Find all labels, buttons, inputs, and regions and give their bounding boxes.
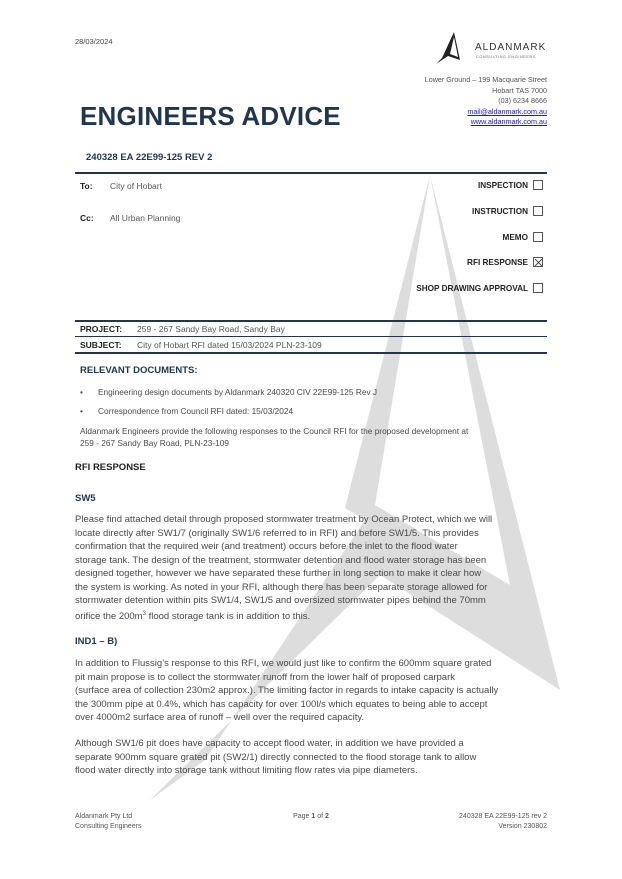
- phone-number: (03) 6234 8666: [498, 96, 547, 105]
- footer-company: Aldanmark Pty Ltd Consulting Engineers: [75, 813, 142, 830]
- address-line: Lower Ground – 199 Macquarie Street: [424, 75, 547, 84]
- option-memo[interactable]: [503, 232, 543, 242]
- option-label: INSPECTION: [477, 180, 528, 190]
- option-label: MEMO: [502, 232, 528, 242]
- divider: [75, 336, 547, 337]
- option-rfi-response[interactable]: [467, 257, 543, 267]
- intro-text-line: 259 - 267 Sandy Bay Road, PLN-23-109: [80, 438, 229, 448]
- shop-drawing-checkbox[interactable]: [533, 283, 543, 293]
- cc-label: Cc:: [80, 213, 94, 223]
- sw5-heading: SW5: [75, 493, 96, 504]
- divider: [75, 172, 547, 174]
- option-label: RFI RESPONSE: [467, 257, 528, 267]
- page-number: Page 1 of 2: [293, 813, 329, 820]
- ind1-paragraph-1: In addition to Flussig’s response to this RFI, we would just like to confirm the 600mm square grated pit main propose is to collect the stormwater runoff from the lower half of proposed carpark (surface area of collection 230m2 approx.). The limiting factor in regards to intake capacity is actually the 300mm pipe at 0.4%, which has capacity for over 100l/s which equates to being able to accept over 4000m2 surface area of runoff – well over the required capacity.: [75, 658, 499, 723]
- option-inspection[interactable]: [478, 180, 543, 190]
- list-item: • Engineering design documents by Aldanmark 240320 CIV 22E99-125 Rev J: [80, 387, 377, 397]
- email-link[interactable]: mail@aldanmark.com.au: [467, 106, 547, 116]
- relevant-documents-heading: RELEVANT DOCUMENTS:: [80, 365, 198, 376]
- project-label: PROJECT:: [80, 324, 123, 334]
- ind1-paragraph-2: Although SW1/6 pit does have capacity to accept flood water, in addition we have provided a separate 900mm square grated pit (SW2/1) directly connected to the flood storage tank to allow flood water directly into storage tank without limiting flow rates via pipe diameters.: [75, 738, 477, 776]
- document-reference: 240328 EA 22E99-125 REV 2: [86, 152, 213, 163]
- checkmark-x-icon: [534, 258, 544, 268]
- rfi-response-checkbox[interactable]: [533, 257, 543, 267]
- list-item: • Correspondence from Council RFI dated: 15/03/2024: [80, 406, 293, 416]
- cc-value: All Urban Planning: [110, 213, 181, 223]
- divider: [75, 320, 547, 322]
- footer-doc-ref: 240328 EA 22E99-125 rev 2 Version 230802: [459, 813, 547, 830]
- subject-label: SUBJECT:: [80, 340, 122, 350]
- rfi-response-heading: RFI RESPONSE: [75, 462, 146, 473]
- option-instruction[interactable]: [472, 206, 543, 216]
- document-date: 28/03/2024: [75, 37, 113, 46]
- to-value: City of Hobart: [110, 181, 162, 191]
- website-link[interactable]: www.aldanmark.com.au: [470, 117, 547, 126]
- divider: [75, 352, 547, 354]
- option-shop-drawing-approval[interactable]: [416, 283, 543, 293]
- instruction-checkbox[interactable]: [533, 206, 543, 216]
- address-line: Hobart TAS 7000: [492, 85, 547, 95]
- option-label: SHOP DRAWING APPROVAL: [416, 283, 528, 293]
- logo-tagline: CONSULTING ENGINEERS: [476, 55, 537, 59]
- subject-value: City of Hobart RFI dated 15/03/2024 PLN-23-109: [137, 340, 322, 350]
- to-label: To:: [80, 181, 93, 191]
- document-title: ENGINEERS ADVICE: [80, 101, 341, 131]
- logo-company-name: ALDANMARK: [475, 42, 547, 53]
- option-label: INSTRUCTION: [472, 206, 528, 216]
- intro-text-line: Aldanmark Engineers provide the following responses to the Council RFI for the proposed development at: [80, 426, 469, 436]
- memo-checkbox[interactable]: [533, 232, 543, 242]
- company-address: [425, 75, 547, 128]
- sw5-paragraph: Please find attached detail through proposed stormwater treatment by Ocean Protect, which we will locate directly after SW1/7 (originally SW1/6 referred to in RFI) and before SW1/5. This provides confirmation that the required weir (and treatment) occurs before the inlet to the flood water storage tank. The design of the treatment, stormwater detention and flood water storage has been designed together, however we have separated these further in long section to make it clear how the system is working. As noted in your RFI, although there has been separate storage allowed for stormwater detention within pits SW1/4, SW1/5 and oversized stormwater pipes behind the 70mm orifice the $200m^3$ flood storage tank is in addition to this.: [75, 514, 493, 622]
- ind1-b-heading: IND1 – B): [75, 636, 118, 647]
- inspection-checkbox[interactable]: [533, 180, 543, 190]
- project-value: 259 - 267 Sandy Bay Road, Sandy Bay: [137, 324, 285, 334]
